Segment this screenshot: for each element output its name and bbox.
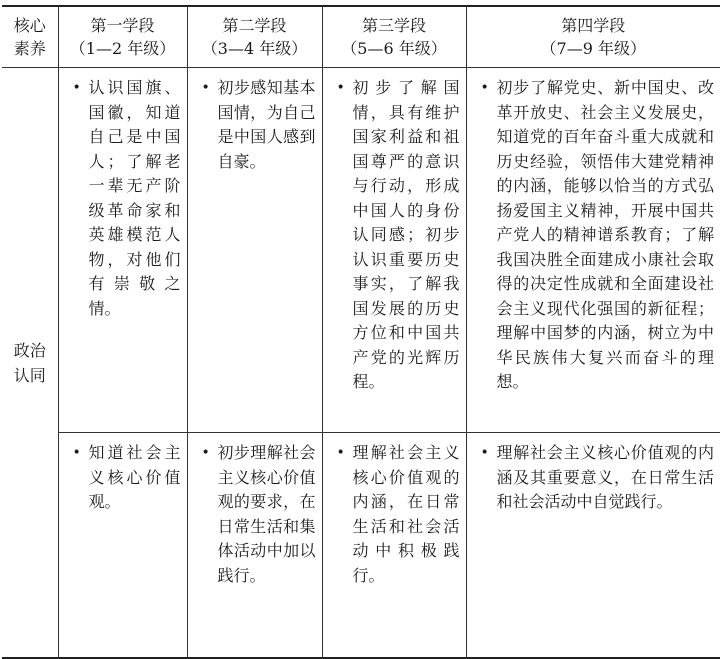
table-row: [2, 68, 720, 433]
bullet-icon: •: [336, 80, 345, 96]
header-stage-4: 第四学段 （7—9 年级）: [466, 6, 720, 68]
table-cell: • 初步感知基本国情，为自己是中国人感到自豪。: [187, 68, 322, 433]
table-cell: • 知道社会主义核心价值观。: [58, 433, 187, 659]
table-cell: • 理解社会主义核心价值观的内涵及其重要意义，在日常生活和社会活动中自觉践行。: [466, 433, 720, 659]
bullet-icon: •: [72, 80, 81, 96]
row-label: 政治 认同: [2, 68, 58, 659]
header-corner: 核心 素养: [2, 6, 58, 68]
table-cell: • 认识国旗、国徽，知道自己是中国人；了解老一辈无产阶级革命家和英雄模范人物，对他们有崇敬之情。: [58, 68, 187, 433]
header-row: [2, 6, 720, 68]
header-stage-1: 第一学段 （1—2 年级）: [58, 6, 187, 68]
bullet-icon: •: [201, 445, 210, 461]
bullet-icon: •: [480, 80, 489, 96]
table-row: [2, 433, 720, 659]
bullet-icon: •: [336, 445, 345, 461]
header-stage-2: 第二学段 （3—4 年级）: [187, 6, 322, 68]
table-cell: • 初步了解党史、新中国史、改革开放史、社会主义发展史，知道党的百年奋斗重大成就和历史经验，领悟伟大建党精神的内涵，能够以恰当的方式弘扬爱国主义精神，开展中国共产党人的精神谱系教育；了解我国决胜全面建成小康社会取得的决定性成就和全面建设社会主义现代化强国的新征程；理解中国梦的内涵，树立为中华民族伟大复兴而奋斗的理想。: [466, 68, 720, 433]
table-cell: • 初步了解国情，具有维护国家利益和祖国尊严的意识与行动，形成中国人的身份认同感；初步认识重要历史事实，了解我国发展的历史方位和中国共产党的光辉历程。: [322, 68, 466, 433]
header-stage-3: 第三学段 （5—6 年级）: [322, 6, 466, 68]
bullet-icon: •: [72, 445, 81, 461]
curriculum-table: [2, 5, 720, 659]
table-cell: • 初步理解社会主义核心价值观的要求，在日常生活和集体活动中加以践行。: [187, 433, 322, 659]
table-cell: • 理解社会主义核心价值观的内涵，在日常生活和社会活动中积极践行。: [322, 433, 466, 659]
bullet-icon: •: [480, 445, 489, 461]
bullet-icon: •: [201, 80, 210, 96]
